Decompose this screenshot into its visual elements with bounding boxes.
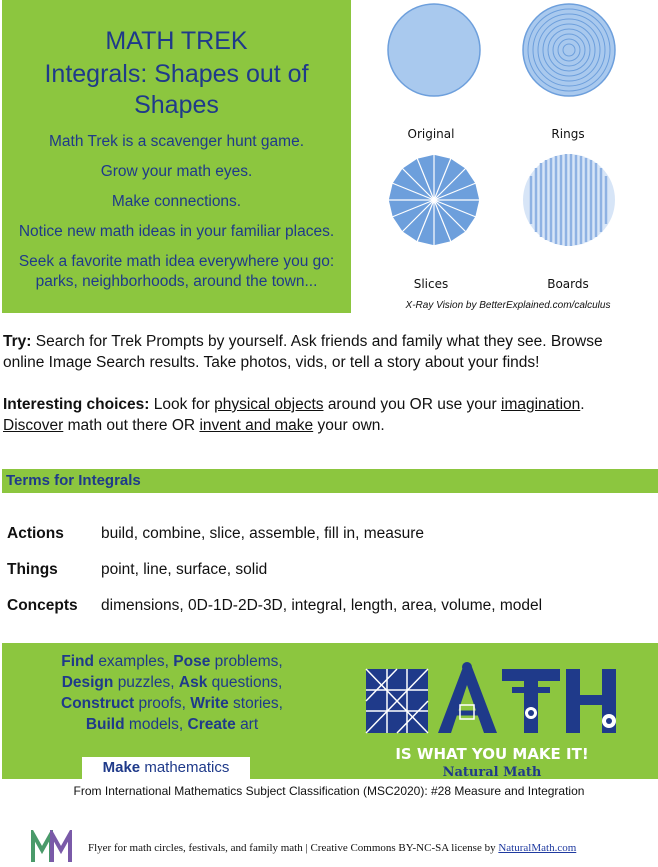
term-value: dimensions, 0D-1D-2D-3D, integral, length, area, volume, model bbox=[101, 597, 543, 614]
math-logo-graphic bbox=[362, 653, 622, 745]
figure-credit: X-Ray Vision by BetterExplained.com/calculus bbox=[405, 300, 611, 311]
natural-math-link[interactable]: NaturalMath.com bbox=[498, 842, 577, 854]
verb-text: stories, bbox=[233, 695, 283, 712]
verbs-line bbox=[12, 693, 332, 714]
term-label: Actions bbox=[7, 525, 64, 542]
terms-header: Terms for Integrals bbox=[2, 469, 658, 493]
hero-line: Math Trek is a scavenger hunt game. bbox=[48, 133, 305, 150]
slices-disk bbox=[388, 154, 480, 246]
caption-boards: Boards bbox=[547, 277, 589, 291]
choices-paragraph bbox=[3, 394, 648, 436]
verb-text: models, bbox=[128, 716, 184, 733]
verb-text: questions, bbox=[211, 674, 283, 691]
hero-line: parks, neighborhoods, around the town... bbox=[35, 273, 318, 290]
choices-underline: imagination bbox=[501, 396, 581, 413]
choices-underline: Discover bbox=[3, 417, 64, 434]
verb: Make bbox=[102, 759, 141, 776]
verb: Create bbox=[187, 716, 236, 733]
logo-brand: Natural Math bbox=[442, 765, 542, 780]
verb-text: examples, bbox=[98, 653, 169, 670]
math-logo bbox=[362, 653, 622, 780]
verbs-line bbox=[12, 714, 332, 735]
verb: Find bbox=[61, 653, 94, 670]
logo-letter-t bbox=[502, 669, 560, 733]
choices-text: around you OR use your bbox=[327, 396, 497, 413]
term-value: point, line, surface, solid bbox=[101, 561, 268, 578]
footer-license-text: Flyer for math circles, festivals, and family math | Creative Commons BY-NC-SA license by bbox=[88, 842, 496, 854]
try-paragraph bbox=[3, 331, 648, 373]
hero-panel bbox=[2, 0, 351, 313]
caption-original: Original bbox=[407, 127, 455, 141]
caption-rings: Rings bbox=[551, 127, 585, 141]
rings-disk bbox=[523, 4, 615, 96]
try-label: Try: bbox=[3, 333, 32, 350]
logo-letter-m bbox=[366, 669, 428, 733]
hero-line: Notice new math ideas in your familiar places. bbox=[18, 223, 335, 240]
xray-vision-figure bbox=[368, 0, 648, 318]
verb: Write bbox=[190, 695, 229, 712]
hero-title: MATH TREK bbox=[105, 27, 248, 55]
choices-underline: invent and make bbox=[199, 417, 314, 434]
verbs-line bbox=[12, 651, 332, 672]
verb: Ask bbox=[178, 674, 208, 691]
hero-line: Grow your math eyes. bbox=[100, 163, 253, 180]
logo-letter-a bbox=[438, 662, 497, 733]
verb-text: mathematics bbox=[144, 759, 230, 776]
hero-subtitle-line1: Integrals: Shapes out of bbox=[44, 60, 309, 88]
hero-line: Seek a favorite math idea everywhere you go: bbox=[18, 253, 335, 270]
footer-text bbox=[88, 842, 576, 854]
verb-text: art bbox=[240, 716, 259, 733]
natural-math-logo-icon bbox=[30, 830, 76, 864]
verbs-list bbox=[12, 651, 332, 735]
msc-classification: From International Mathematics Subject Classification (MSC2020): #28 Measure and Integration bbox=[73, 784, 585, 798]
logo-tagline: IS WHAT YOU MAKE IT! bbox=[395, 745, 589, 763]
caption-slices: Slices bbox=[413, 277, 449, 291]
choices-underline: physical objects bbox=[214, 396, 324, 413]
verb-text: puzzles, bbox=[117, 674, 175, 691]
try-text: Search for Trek Prompts by yourself. Ask friends and family what they see. Browse online Image Search results. Take photos, vids, or tell a story about your finds! bbox=[3, 333, 603, 371]
make-panel bbox=[2, 643, 658, 779]
verb-text: problems, bbox=[214, 653, 283, 670]
logo-letter-h bbox=[566, 669, 616, 733]
verb: Pose bbox=[173, 653, 211, 670]
verb-text: proofs, bbox=[138, 695, 186, 712]
xray-svg bbox=[368, 0, 648, 300]
verbs-line bbox=[12, 672, 332, 693]
verb: Build bbox=[85, 716, 125, 733]
choices-label: Interesting choices: bbox=[3, 396, 150, 413]
term-label: Things bbox=[7, 561, 58, 578]
choices-text: Look for bbox=[153, 396, 210, 413]
hero-subtitle-line2: Shapes bbox=[134, 91, 219, 119]
choices-text: . bbox=[580, 396, 585, 413]
hero-line: Make connections. bbox=[111, 193, 242, 210]
verb: Design bbox=[61, 674, 114, 691]
choices-text: your own. bbox=[317, 417, 385, 434]
original-disk bbox=[388, 4, 480, 96]
make-mathematics-box bbox=[82, 757, 250, 779]
verb: Construct bbox=[61, 695, 135, 712]
term-value: build, combine, slice, assemble, fill in, measure bbox=[101, 525, 425, 542]
boards-disk bbox=[523, 154, 615, 246]
choices-text: math out there OR bbox=[67, 417, 196, 434]
term-label: Concepts bbox=[7, 597, 78, 614]
footer bbox=[30, 830, 658, 864]
